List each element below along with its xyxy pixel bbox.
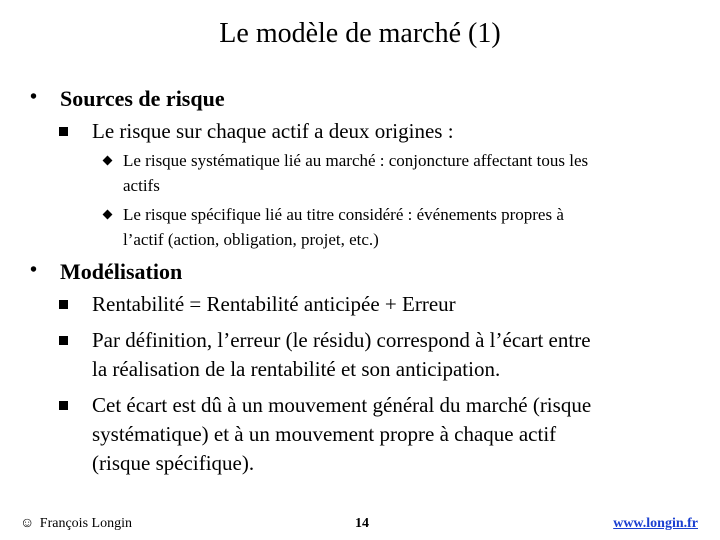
author-name: François Longin: [39, 516, 132, 531]
square-bullet: [59, 127, 68, 136]
page-number: 14: [355, 516, 369, 531]
list-item-line: Cet écart est dû à un mouvement général du marché (risque: [92, 393, 592, 417]
section-bullet: •: [30, 86, 38, 108]
slide-title: Le modèle de marché (1): [219, 18, 501, 49]
square-bullet: [59, 336, 68, 345]
section-heading-sources: Sources de risque: [60, 86, 225, 111]
square-bullet: [59, 401, 68, 410]
sub-list-item-line: l’actif (action, obligation, projet, etc.): [123, 230, 379, 249]
list-item-line: Rentabilité = Rentabilité anticipée + Erreur: [92, 292, 456, 316]
list-item-line: (risque spécifique).: [92, 451, 255, 475]
sub-list-item-line: actifs: [123, 176, 160, 195]
smiley-icon: ☺: [20, 516, 35, 531]
footer-author: [20, 516, 132, 532]
section-heading-modelisation: Modélisation: [60, 259, 183, 284]
list-item-line: la réalisation de la rentabilité et son anticipation.: [92, 357, 501, 381]
website-link[interactable]: www.longin.fr: [613, 516, 698, 531]
diamond-bullet: [103, 210, 113, 220]
sub-list-item-line: Le risque systématique lié au marché : conjoncture affectant tous les: [123, 151, 589, 170]
diamond-bullet: [103, 156, 113, 166]
list-item-line: systématique) et à un mouvement propre à chaque actif: [92, 422, 557, 446]
square-bullet: [59, 300, 68, 309]
section-bullet: •: [30, 259, 38, 281]
sub-list-item-line: Le risque spécifique lié au titre considéré : événements propres à: [123, 205, 564, 224]
list-item: Le risque sur chaque actif a deux origines :: [92, 119, 454, 143]
list-item-line: Par définition, l’erreur (le résidu) correspond à l’écart entre: [92, 328, 591, 352]
